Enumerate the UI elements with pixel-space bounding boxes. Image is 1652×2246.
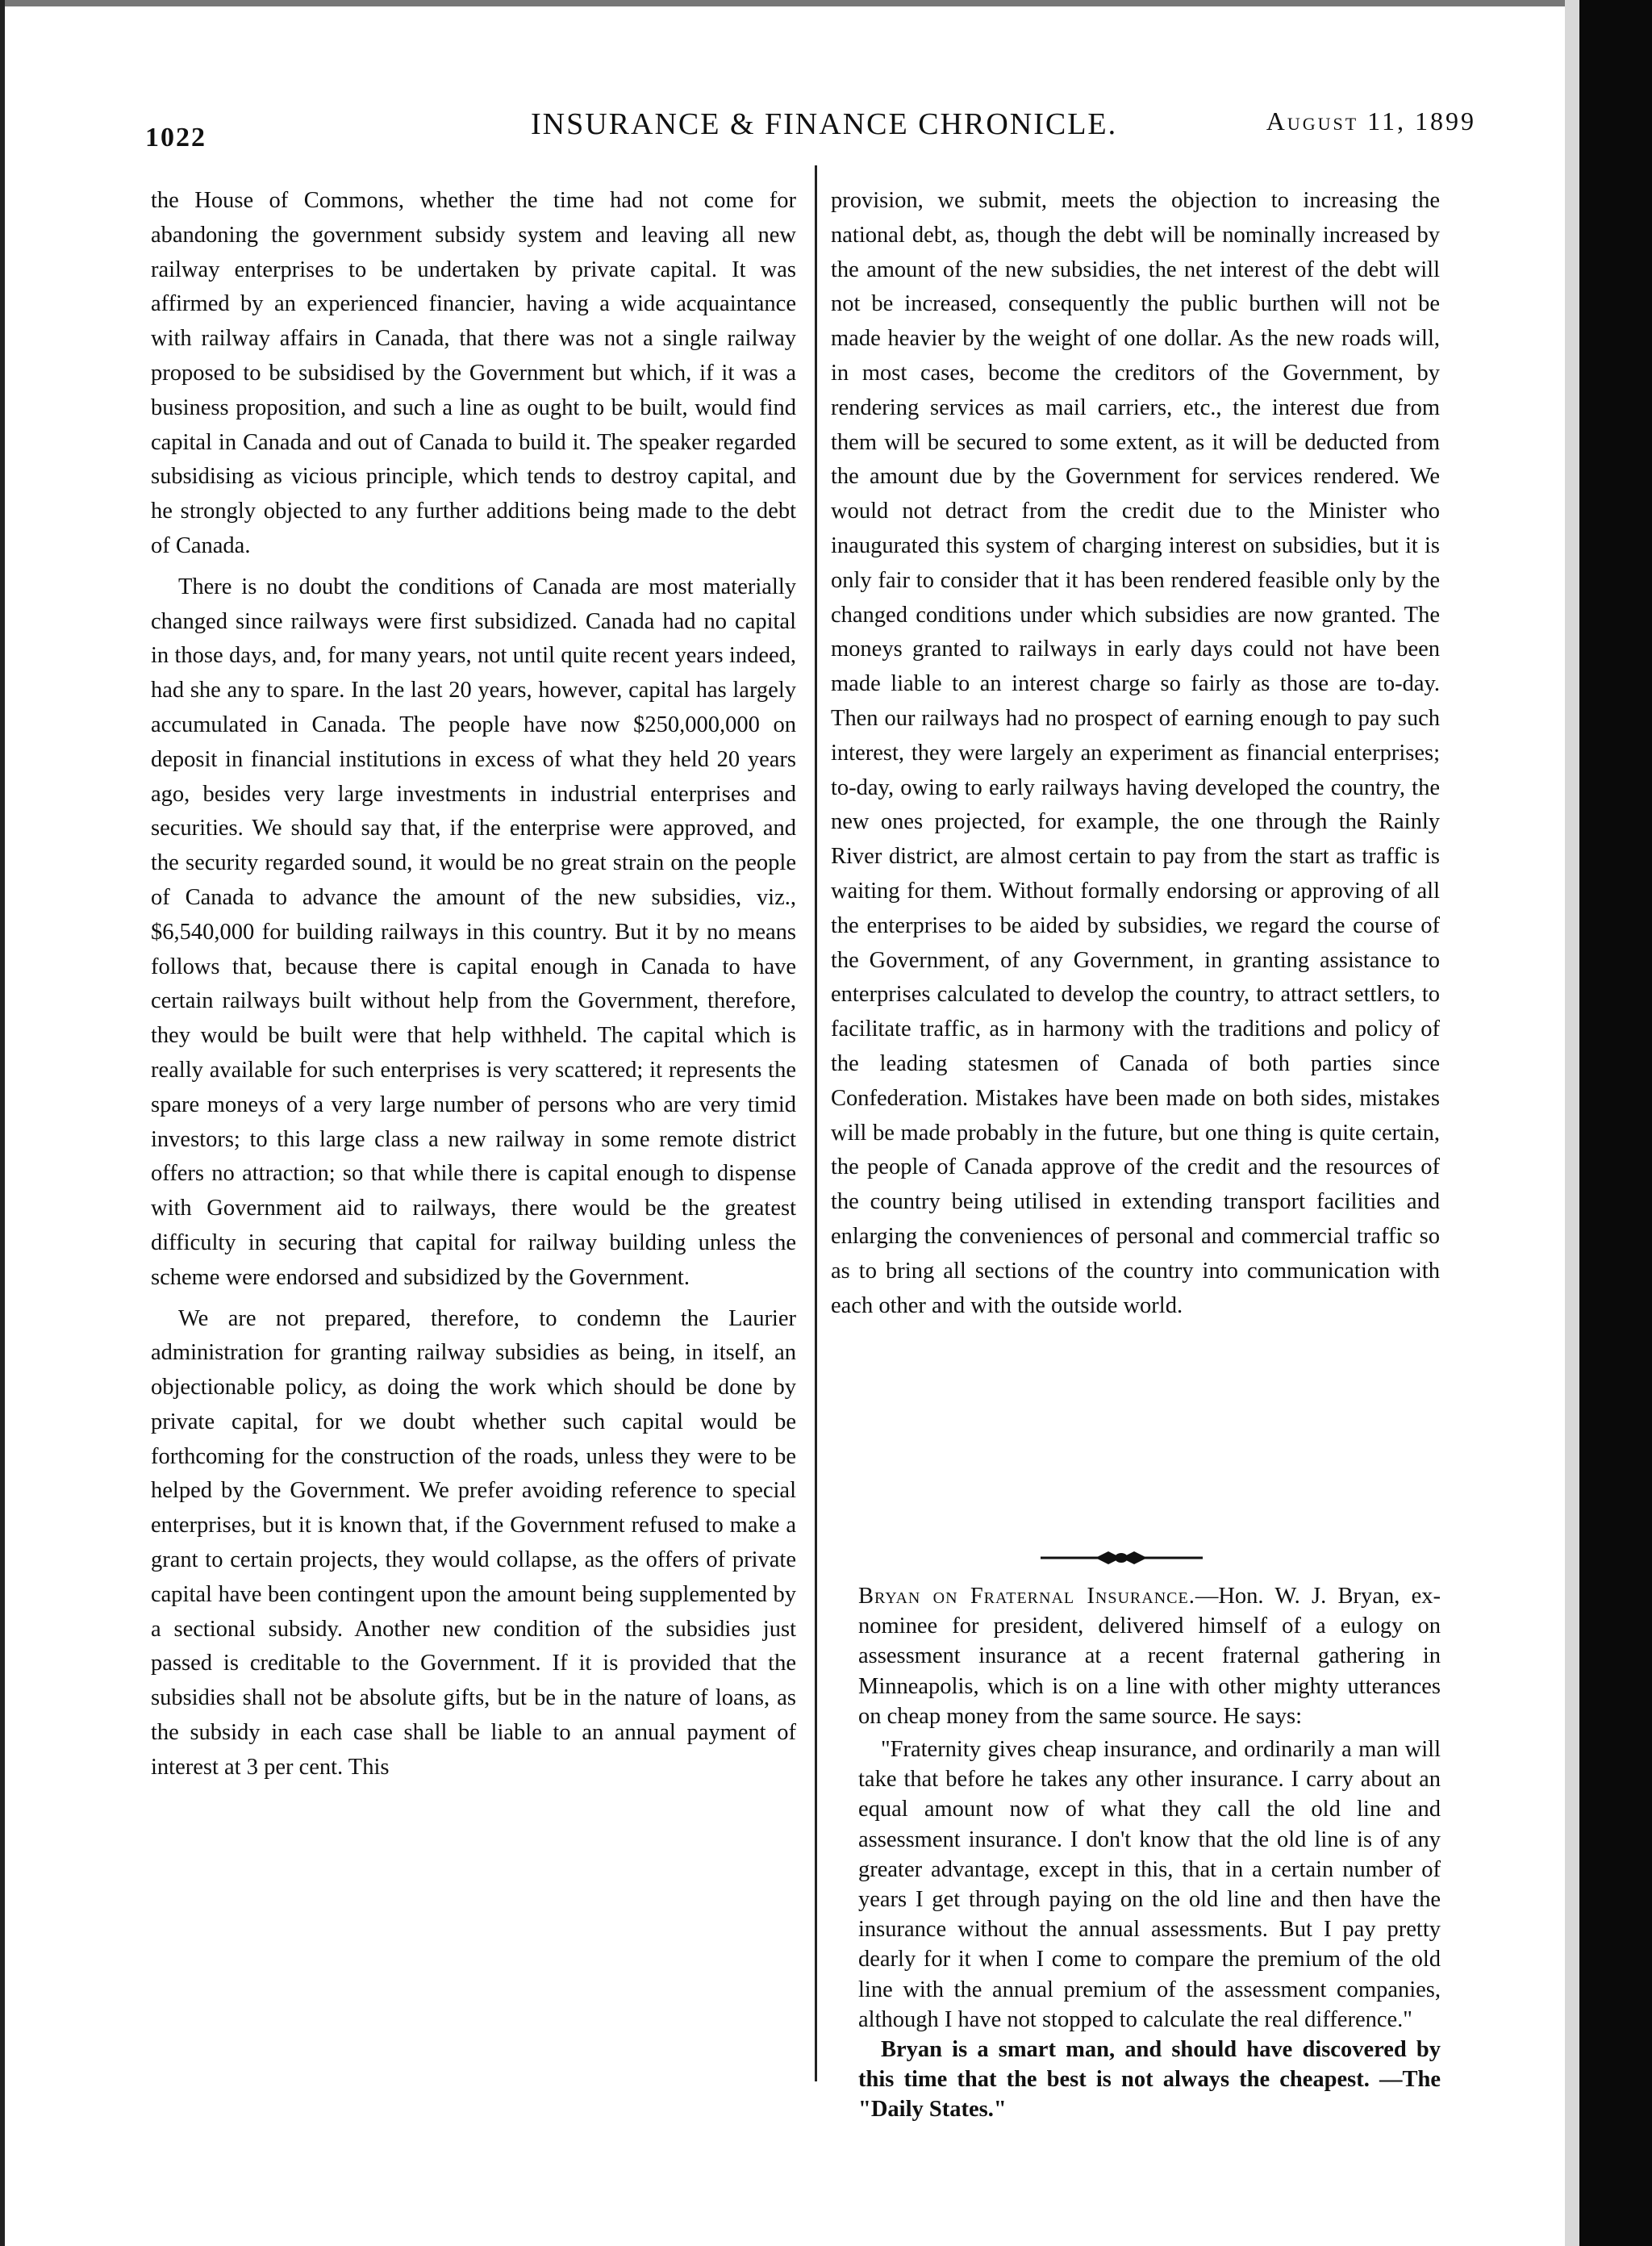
journal-title: INSURANCE & FINANCE CHRONICLE. [531, 107, 1118, 141]
left-column [151, 184, 796, 1785]
bryan-article-intro-text: —Hon. W. J. Bryan, ex-nominee for president, delivered himself of a eulogy on assessment insurance at a recent fraternal gathering in Minneapolis, which is on a line with other mighty utterances on cheap money from the same source. He says: [858, 1584, 1441, 1729]
left-paragraph-2: There is no doubt the conditions of Canada are most materially changed since railways were first subsidized. Canada had no capital in those days, and, for many years, not until quite recent years indeed, had she any to spare. In the last 20 years, however, capital has largely accumulated in Canada. The people have now $250,000,000 on deposit in financial institutions in excess of what they held 20 years ago, besides very large investments in industrial enterprises and securities. We should say that, if the enterprise were approved, and the security regarded sound, it would be no great strain on the people of Canada to advance the amount of the new subsidies, viz., $6,540,000 for building railways in this country. But it by no means follows that, because there is capital enough in Canada to have certain railways built without help from the Government, therefore, they would be built were that help withheld. The capital which is really available for such enterprises is very scattered; it represents the spare moneys of a very large number of persons who are very timid investors; to this large class a new railway in some remote district offers no attraction; so that while there is capital enough to dispense with Government aid to railways, there would be the greatest difficulty in securing that capital for railway building unless the scheme were endorsed and subsidized by the Government. [151, 574, 796, 1290]
issue-date: August 11, 1899 [1266, 106, 1476, 136]
bryan-article [858, 1581, 1441, 2125]
bryan-article-title: Bryan on Fraternal Insurance. [858, 1584, 1195, 1609]
right-column [831, 184, 1440, 1323]
page-left-edge [0, 0, 5, 2246]
left-paragraph-1: the House of Commons, whether the time had not come for abandoning the government subsidy system and leaving all new railway enterprises to be undertaken by private capital. It was affirmed by an experienced financier, having a wide acquaintance with railway affairs in Canada, that there was not a single railway proposed to be subsidised by the Government but which, if it was a business proposition, and such a line as ought to be built, would find capital in Canada and out of Canada to build it. The speaker regarded subsidising as vicious principle, which tends to destroy capital, and he strongly objected to any further additions being made to the debt of Canada. [151, 188, 796, 558]
column-divider [815, 165, 817, 2081]
bryan-quote: "Fraternity gives cheap insurance, and ordinarily a man will take that before he takes any other insurance. I carry about an equal amount now of what they call the old line and assessment insurance. I don't know that the old line is of any greater advantage, except in this, that in a certain number of years I get through paying on the old line and then have the insurance without the annual assessments. But I pay pretty dearly for it when I come to compare the premium of the old line with the annual premium of the assessment companies, although I have not stopped to calculate the real difference." [858, 1737, 1441, 2032]
section-ornament [1039, 1547, 1204, 1568]
right-paragraph-1: provision, we submit, meets the objection to increasing the national debt, as, though the debt will be nominally increased by the amount of the new subsidies, the net interest of the debt will not be increased, consequently the public burthen will not be made heavier by the weight of one dollar. As the new roads will, in most cases, become the creditors of the Government, by rendering services as mail carriers, etc., the interest due from them will be secured to some extent, as it will be deducted from the amount due by the Government for services rendered. We would not detract from the credit due to the Minister who inaugurated this system of charging interest on subsidies, but it is only fair to consider that it has been rendered feasible only by the changed conditions under which subsidies are now granted. The moneys granted to railways in early days could not have been made liable to an interest charge so fairly as those are to-day. Then our railways had no prospect of earning enough to pay such interest, they were largely an experiment as financial enterprises; to-day, owing to early railways having developed the country, the new ones projected, for example, the one through the Rainly River district, are almost certain to pay from the start as traffic is waiting for them. Without formally endorsing or approving of all the enterprises to be aided by subsidies, we regard the course of the Government, of any Government, in granting assistance to enterprises calculated to develop the country, to attract settlers, to facilitate traffic, as in harmony with the traditions and policy of the leading statesmen of Canada of both parties since Confederation. Mistakes have been made on both sides, mistakes will be made probably in the future, but one thing is quite certain, the people of Canada approve of the credit and the resources of the country being utilised in extending transport facilities and enlarging the conveniences of personal and commercial traffic so as to bring all sections of the country into communication with each other and with the outside world. [831, 188, 1440, 1318]
page-right-edge [1579, 0, 1652, 2246]
bryan-article-intro [858, 1581, 1441, 1731]
bryan-closing: Bryan is a smart man, and should have discovered by this time that the best is not always the cheapest. —The "Daily States." [858, 2037, 1441, 2123]
page-gutter-shadow [1565, 0, 1579, 2246]
page-header [145, 106, 1476, 155]
page-top-edge [0, 0, 1652, 6]
left-paragraph-3: We are not prepared, therefore, to condemn the Laurier administration for granting railway subsidies as being, in itself, an objectionable policy, as doing the work which should be done by private capital, for we doubt whether such capital would be forthcoming for the construction of the roads, unless they were to be helped by the Government. We prefer avoiding reference to special enterprises, but it is known that, if the Government refused to make a grant to certain projects, they would collapse, as the offers of private capital have been contingent upon the amount being supplemented by a sectional subsidy. Another new condition of the subsidies just passed is creditable to the Government. If it is provided that the subsidies shall not be absolute gifts, but be in the nature of loans, as the subsidy in each case shall be liable to an annual payment of interest at 3 per cent. This [151, 1305, 796, 1780]
page-number: 1022 [145, 123, 206, 152]
